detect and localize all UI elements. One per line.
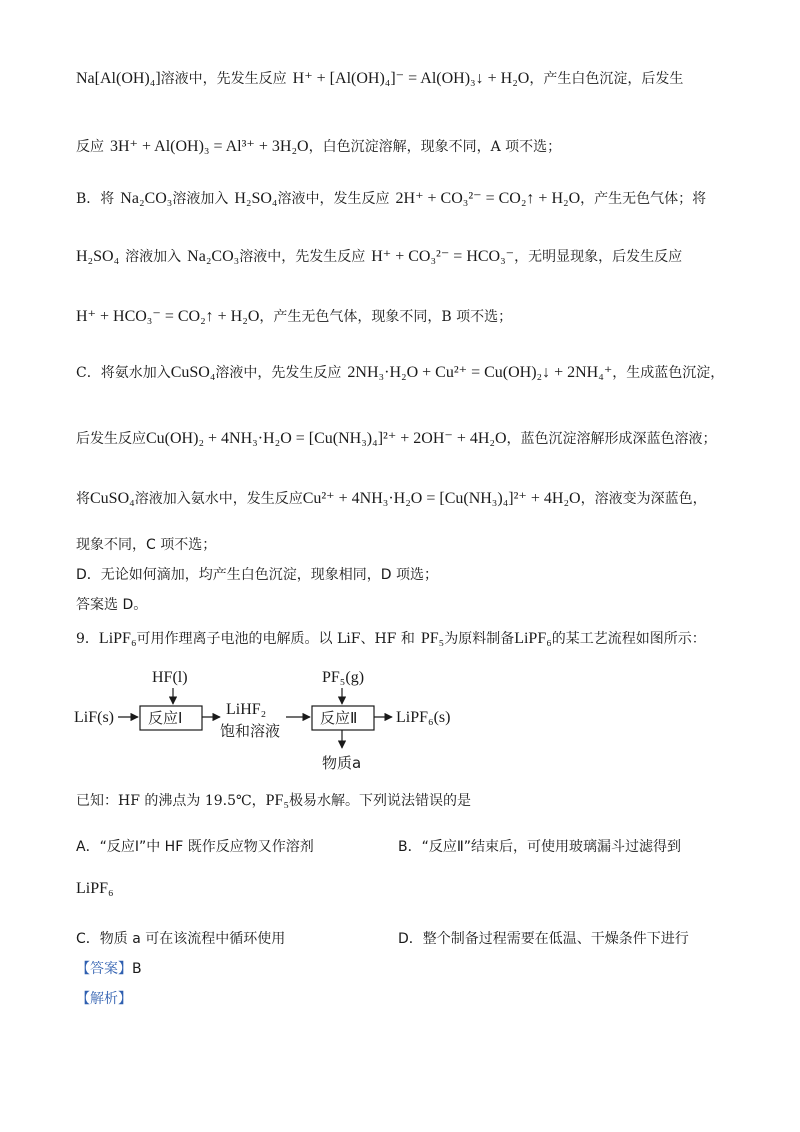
flow-intermediate: LiHF₂	[226, 701, 267, 718]
text-line-9: 现象不同，C 项不选；	[76, 537, 217, 553]
text: 为原料制备	[444, 631, 515, 647]
text: 将	[76, 491, 90, 507]
equation: 3H⁺ + Al(OH)₃ = Al³⁺ + 3H₂O	[110, 138, 309, 155]
answer-tag: 【答案】	[76, 961, 132, 977]
text: 已知：HF 的沸点为 19.5℃，	[76, 793, 266, 809]
question-number: 9．	[76, 631, 99, 647]
text: ，溶液变为深蓝色，	[580, 491, 707, 507]
formula: LiPF₆	[98, 630, 137, 647]
text: ，蓝色沉淀溶解形成深蓝色溶液；	[506, 431, 717, 447]
text-line-2	[76, 136, 561, 156]
text-line-7	[76, 428, 717, 448]
text: C．将氨水加入	[76, 365, 171, 381]
text: ，产生白色沉淀，后发生	[529, 71, 684, 87]
flow-input-pf5: PF₅(g)	[322, 669, 365, 686]
option-b: B．“反应Ⅱ”结束后，可使用玻璃漏斗过滤得到	[398, 839, 681, 855]
answer-value: B	[132, 961, 142, 977]
text: 溶液中，发生反应	[277, 191, 390, 207]
option-b-continued: LiPF₆	[76, 880, 114, 897]
text: 极易水解。下列说法错误的是	[289, 793, 472, 809]
formula: PF₅	[265, 792, 290, 809]
formula: H₂SO₄	[76, 248, 120, 265]
formula: Na₂CO₃	[120, 190, 173, 207]
flow-byproduct: 物质a	[322, 754, 362, 772]
text: 溶液中，先发生反应	[215, 365, 342, 381]
text: 溶液加入	[172, 191, 229, 207]
equation: H⁺ + CO₃²⁻ = HCO₃⁻	[371, 248, 515, 265]
flow-intermediate-desc: 饱和溶液	[220, 722, 281, 740]
text: B．将	[76, 191, 115, 207]
formula: Na[Al(OH)₄]	[76, 70, 161, 87]
formula: CuSO₄	[170, 364, 216, 381]
flow-box-reaction-1-label: 反应Ⅰ	[148, 709, 183, 727]
text: ，白色沉淀溶解，现象不同，A 项不选；	[308, 139, 562, 155]
flow-start-lif: LiF(s)	[74, 709, 114, 726]
text: 反应	[76, 139, 104, 155]
analysis-line	[76, 988, 132, 1008]
text-line-1	[76, 68, 683, 88]
text: 溶液加入	[125, 249, 182, 265]
formula: LiPF₆	[514, 630, 552, 647]
text: 后发生反应	[76, 431, 146, 447]
question-9-known	[76, 790, 471, 810]
formula: PF₅	[420, 630, 445, 647]
text-line-8	[76, 488, 707, 508]
formula: CuSO₄	[90, 490, 135, 507]
process-flow-diagram	[70, 662, 490, 774]
text: ，生成蓝色沉淀，	[612, 365, 725, 381]
text: ，产生无色气体；将	[580, 191, 707, 207]
formula: Na₂CO₃	[187, 248, 240, 265]
option-d: D．整个制备过程需要在低温、干燥条件下进行	[398, 931, 689, 947]
equation: H⁺ + [Al(OH)₄]⁻ = Al(OH)₃↓ + H₂O	[292, 70, 530, 87]
text: ，产生无色气体，现象不同，B 项不选；	[259, 309, 513, 325]
formula: H₂SO₄	[234, 190, 278, 207]
question-9-stem	[76, 628, 706, 648]
equation: 2H⁺ + CO₃²⁻ = CO₂↑ + H₂O	[395, 190, 581, 207]
text: ，无明显现象，后发生反应	[514, 249, 683, 265]
text: 溶液中，先发生反应	[239, 249, 366, 265]
text: 的某工艺流程如图所示：	[551, 631, 706, 647]
analysis-tag: 【解析】	[76, 991, 132, 1007]
flow-input-hf: HF(l)	[152, 669, 188, 686]
option-a: A．“反应Ⅰ”中 HF 既作反应物又作溶剂	[76, 839, 314, 855]
option-c: C．物质 a 可在该流程中循环使用	[76, 931, 286, 947]
text: 溶液加入氨水中，发生反应	[134, 491, 303, 507]
text-line-4	[76, 246, 682, 266]
text-line-6	[76, 362, 724, 382]
text-line-5	[76, 306, 512, 326]
text-line-11: 答案选 D。	[76, 597, 148, 613]
text: 溶液中，先发生反应	[160, 71, 287, 87]
flow-box-reaction-2-label: 反应Ⅱ	[320, 709, 358, 727]
equation: H⁺ + HCO₃⁻ = CO₂↑ + H₂O	[76, 308, 260, 325]
equation: Cu(OH)₂ + 4NH₃·H₂O = [Cu(NH₃)₄]²⁺ + 2OH⁻ + 4H₂O	[146, 430, 507, 447]
equation: Cu²⁺ + 4NH₃·H₂O = [Cu(NH₃)₄]²⁺ + 4H₂O	[302, 490, 581, 507]
flow-product: LiPF₆(s)	[396, 709, 451, 726]
text: 可用作理离子电池的电解质。以 LiF、HF 和	[136, 631, 415, 647]
text-line-10: D．无论如何滴加，均产生白色沉淀，现象相同，D 项选；	[76, 567, 439, 583]
equation: 2NH₃·H₂O + Cu²⁺ = Cu(OH)₂↓ + 2NH₄⁺	[347, 364, 613, 381]
answer-line	[76, 958, 142, 978]
text-line-3	[76, 188, 706, 208]
